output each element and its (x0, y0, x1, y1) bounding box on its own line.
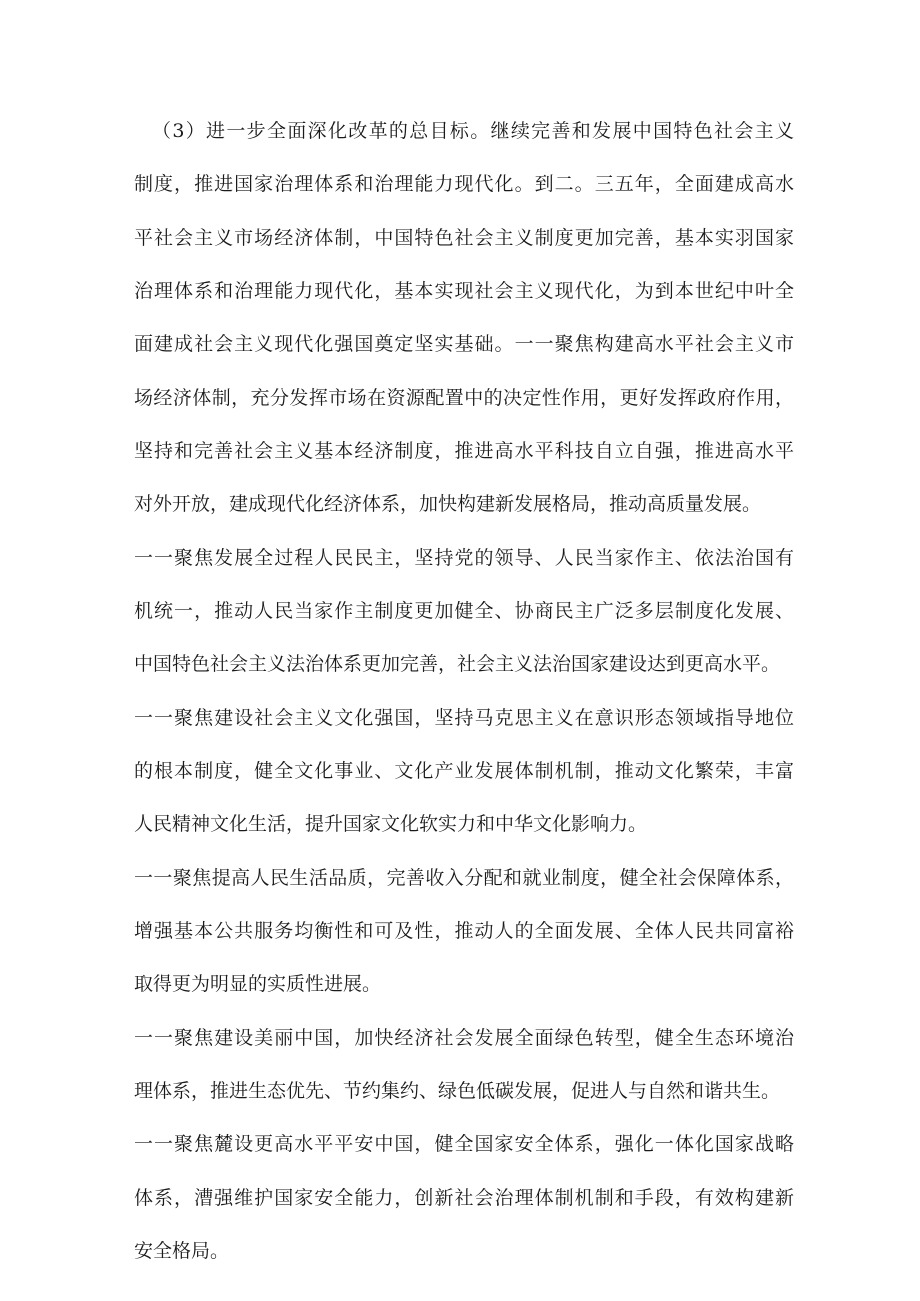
text-line: （3）进一步全面深化改革的总目标。继续完善和发展中国特色社会主义 (152, 120, 794, 142)
text-line: 安全格局。 (134, 1240, 230, 1262)
text-line: 一一聚焦麓设更高水平平安中国，健全国家安全体系，强化一体化国家战略 (134, 1133, 794, 1155)
text-line: 人民精神文化生活，提升国家文化软实力和中华文化影响力。 (134, 813, 648, 835)
text-line: 坚持和完善社会主义基本经济制度，推进高水平科技自立自强，推进高水平 (134, 440, 794, 462)
text-line: 治理体系和治理能力现代化，基本实现社会主义现代化，为到本世纪中叶全 (134, 280, 794, 302)
text-line: 一一聚焦建设社会主义文化强国，坚持马克思主义在意识形态领域指导地位 (134, 707, 794, 729)
text-line: 对外开放，建成现代化经济体系，加快构建新发展格局，推动高质量发展。 (134, 493, 762, 515)
text-line: 增强基本公共服务均衡性和可及性，推动人的全面发展、全体人民共同富裕 (134, 920, 794, 942)
text-line: 平社会主义市场经济体制，中国特色社会主义制度更加完善，基本实羽国家 (134, 227, 794, 249)
text-line: 的根本制度，健全文化事业、文化产业发展体制机制，推动文化繁荣，丰富 (134, 760, 794, 782)
text-line: 取得更为明显的实质性进展。 (134, 973, 382, 995)
text-line: 体系，漕强维护国家安全能力，创新社会治理体制机制和手段，有效构建新 (134, 1187, 794, 1209)
text-line: 场经济体制，充分发挥市场在资源配置中的决定性作用，更好发挥政府作用， (134, 387, 794, 409)
text-line: 一一聚焦发展全过程人民民主，坚持党的领导、人民当家作主、依法治国有 (134, 547, 794, 569)
text-line: 面建成社会主义现代化强国奠定坚实基础。一一聚焦构建高水平社会主义市 (134, 333, 794, 355)
text-line: 一一聚焦提高人民生活品质，完善收入分配和就业制度，健全社会保障体系， (134, 867, 794, 889)
text-line: 制度，推进国家治理体系和治理能力现代化。到二。三五年，全面建成高水 (134, 173, 794, 195)
text-line: 中国特色社会主义法治体系更加完善，社会主义法治国家建设达到更高水平。 (134, 653, 781, 675)
text-line: 理体系，推进生态优先、节约集约、绿色低碳发展，促进人与自然和谐共生。 (134, 1080, 781, 1102)
text-line: 机统一，推动人民当家作主制度更加健全、协商民主广泛多层制度化发展、 (134, 600, 794, 622)
text-line: 一一聚焦建设美丽中国，加快经济社会发展全面绿色转型，健全生态环境治 (134, 1027, 794, 1049)
